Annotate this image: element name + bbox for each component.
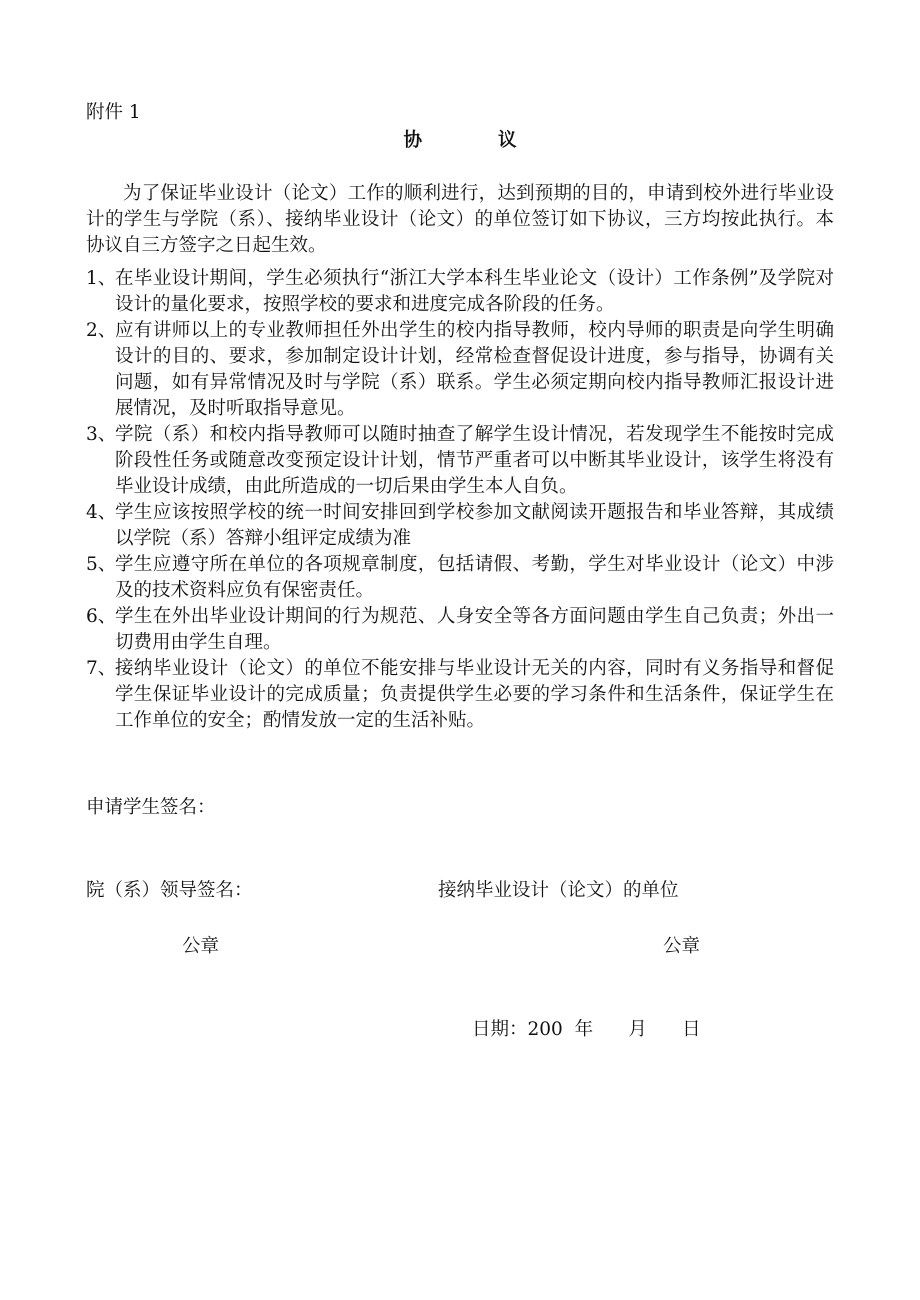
clause-item — [86, 318, 834, 422]
annex-label: 附件 1 — [86, 102, 141, 123]
clause-number: 2、 — [86, 320, 117, 341]
agreement-clauses — [86, 266, 834, 734]
clause-number: 4、 — [86, 502, 117, 523]
clause-number: 5、 — [86, 554, 117, 575]
clause-number: 6、 — [86, 606, 117, 627]
clause-item — [86, 604, 834, 656]
title-char: 议 — [498, 130, 517, 151]
clause-text: 学生应遵守所在单位的各项规章制度，包括请假、考勤，学生对毕业设计（论文）中涉及的技术资料应负有保密责任。 — [115, 554, 834, 601]
date-line: 日期：200 年 月 日 — [472, 1019, 701, 1040]
unit-seal-label: 公章 — [663, 936, 701, 957]
clause-item — [86, 552, 834, 604]
clause-number: 3、 — [86, 424, 117, 445]
clause-text: 接纳毕业设计（论文）的单位不能安排与毕业设计无关的内容，同时有义务指导和督促学生保证毕业设计的完成质量；负责提供学生必要的学习条件和生活条件，保证学生在工作单位的安全；酌情发放一定的生活补贴。 — [115, 658, 834, 731]
intro-paragraph: 为了保证毕业设计（论文）工作的顺利进行，达到预期的目的，申请到校外进行毕业设计的学生与学院（系）、接纳毕业设计（论文）的单位签订如下协议，三方均按此执行。本协议自三方签字之日起生效。 — [86, 183, 834, 256]
department-signature-label: 院（系）领导签名： — [86, 880, 253, 901]
clause-item — [86, 656, 834, 734]
title-char: 协 — [403, 130, 422, 151]
clause-text: 学院（系）和校内指导教师可以随时抽查了解学生设计情况，若发现学生不能按时完成阶段性任务或随意改变预定设计计划，情节严重者可以中断其毕业设计，该学生将没有毕业设计成绩，由此所造成的一切后果由学生本人自负。 — [115, 424, 834, 497]
document-title — [0, 127, 920, 155]
clause-item — [86, 500, 834, 552]
clause-text: 学生在外出毕业设计期间的行为规范、人身安全等各方面问题由学生自己负责；外出一切费用由学生自理。 — [115, 606, 834, 653]
clause-item — [86, 266, 834, 318]
clause-text: 学生应该按照学校的统一时间安排回到学校参加文献阅读开题报告和毕业答辩，其成绩以学院（系）答辩小组评定成绩为准 — [115, 502, 834, 549]
student-signature-label: 申请学生签名： — [86, 797, 216, 818]
clause-number: 1、 — [86, 268, 117, 289]
clause-text: 应有讲师以上的专业教师担任外出学生的校内指导教师，校内导师的职责是向学生明确设计的目的、要求，参加制定设计计划，经常检查督促设计进度，参与指导，协调有关问题，如有异常情况及时与学院（系）联系。学生必须定期向校内指导教师汇报设计进展情况，及时听取指导意见。 — [115, 320, 834, 419]
clause-item — [86, 422, 834, 500]
clause-number: 7、 — [86, 658, 117, 679]
department-seal-label: 公章 — [182, 936, 220, 957]
host-unit-label: 接纳毕业设计（论文）的单位 — [438, 880, 679, 901]
clause-text: 在毕业设计期间，学生必须执行“浙江大学本科生毕业论文（设计）工作条例”及学院对设计的量化要求，按照学校的要求和进度完成各阶段的任务。 — [115, 268, 834, 315]
